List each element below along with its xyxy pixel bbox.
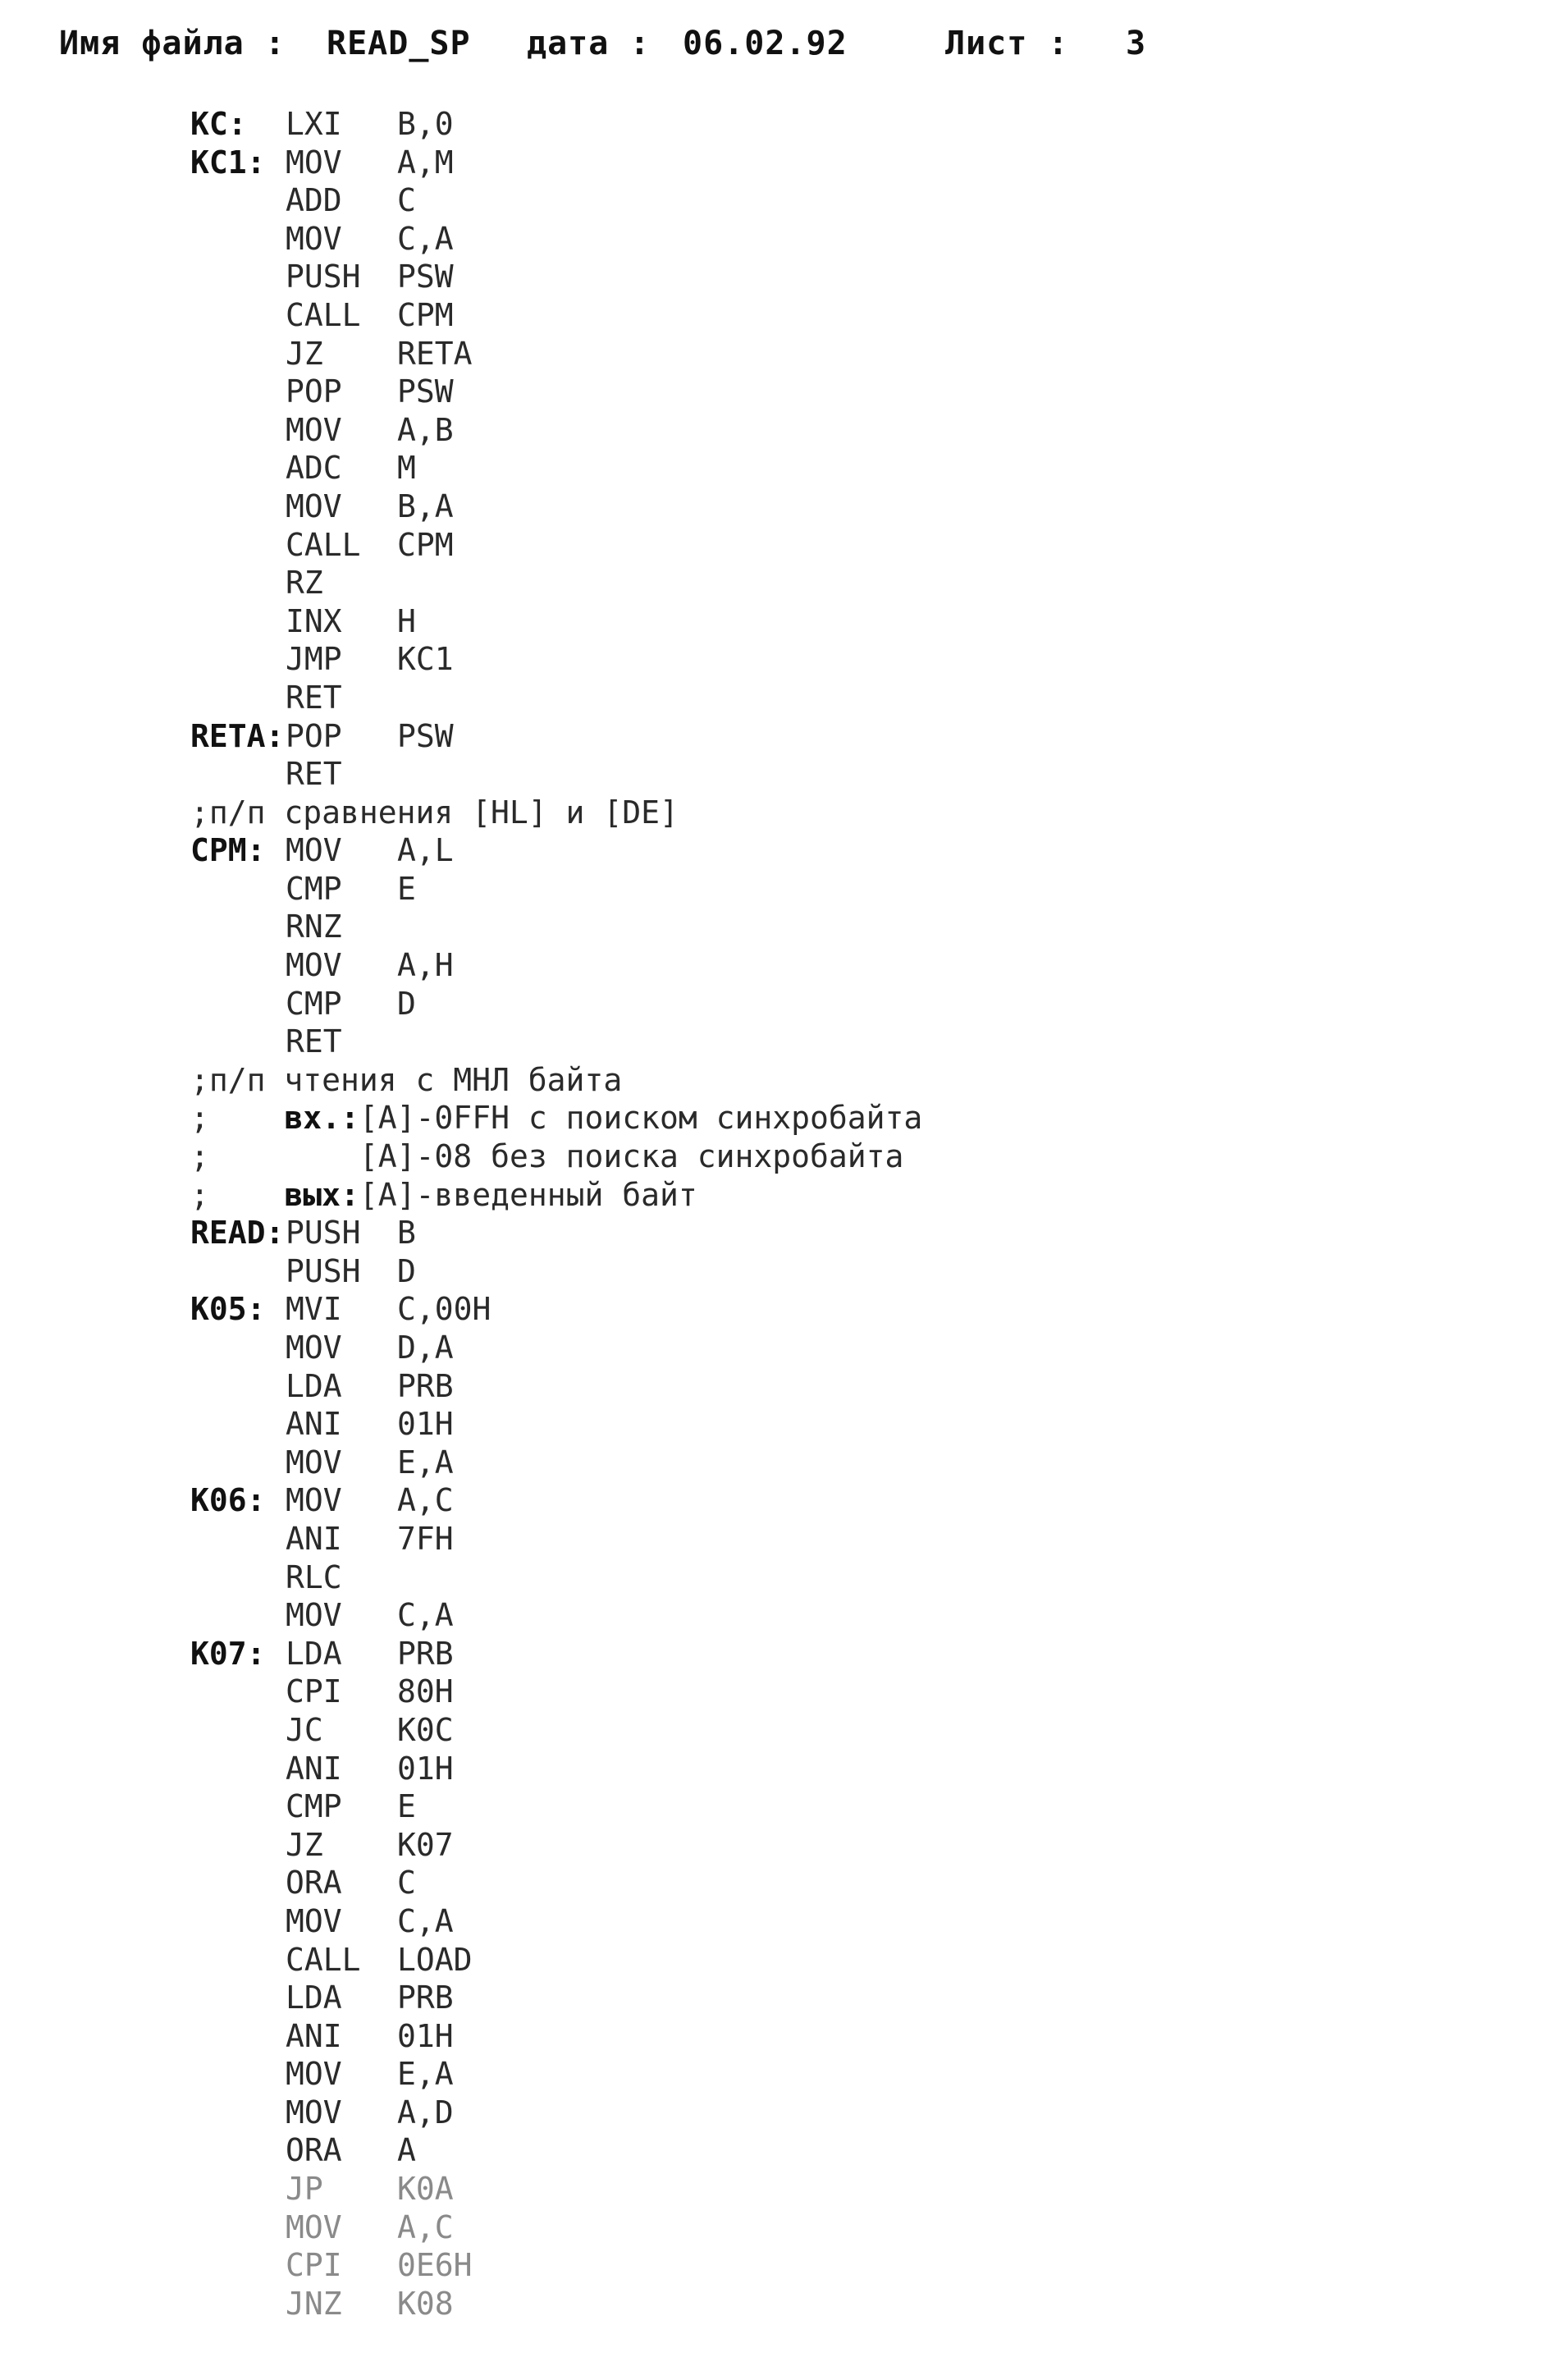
comment-text: [A]-0FFH с поиском синхробайта bbox=[359, 1100, 923, 1137]
code-operand: C,A bbox=[397, 1902, 454, 1939]
code-operand: 01H bbox=[397, 2017, 454, 2054]
comment-text: [A]-введенный байт bbox=[359, 1176, 697, 1213]
code-opcode: PUSH bbox=[286, 1215, 361, 1252]
code-line bbox=[0, 1367, 1559, 1406]
code-operand: C,A bbox=[397, 1597, 454, 1634]
code-operand: 0E6H bbox=[397, 2247, 473, 2284]
code-opcode: ORA bbox=[286, 2132, 342, 2169]
code-operand: KC1 bbox=[397, 641, 454, 678]
code-operand: RETA bbox=[397, 335, 473, 372]
comment-keyword: вх.: bbox=[284, 1100, 359, 1137]
code-label: RETA: bbox=[190, 717, 285, 754]
code-operand: C bbox=[397, 182, 416, 219]
assembly-listing bbox=[0, 105, 1559, 2354]
code-line bbox=[0, 908, 1559, 946]
code-operand: PSW bbox=[397, 717, 454, 754]
code-line bbox=[0, 449, 1559, 487]
code-operand: A,M bbox=[397, 144, 454, 181]
code-line bbox=[0, 105, 1559, 144]
code-label: KC1: bbox=[190, 144, 266, 181]
code-opcode: MOV bbox=[286, 1482, 342, 1519]
code-opcode: RET bbox=[286, 1023, 342, 1060]
document-header bbox=[59, 25, 1503, 74]
code-operand: LOAD bbox=[397, 1941, 473, 1978]
code-line bbox=[0, 258, 1559, 296]
code-opcode: RET bbox=[286, 679, 342, 716]
comment-text: [A]-08 без поиска синхробайта bbox=[284, 1138, 904, 1175]
code-line bbox=[0, 2246, 1559, 2285]
code-opcode: INX bbox=[286, 602, 342, 639]
code-line bbox=[0, 2017, 1559, 2056]
code-line bbox=[0, 985, 1559, 1023]
code-line bbox=[0, 1673, 1559, 1711]
code-opcode: ANI bbox=[286, 1750, 342, 1787]
code-line bbox=[0, 564, 1559, 602]
code-opcode: MOV bbox=[286, 832, 342, 869]
code-label: K05: bbox=[190, 1291, 266, 1328]
code-line bbox=[0, 870, 1559, 909]
code-comment: ;п/п чтения с МНЛ байта bbox=[190, 1061, 623, 1098]
code-operand: K08 bbox=[397, 2285, 454, 2322]
code-opcode: ANI bbox=[286, 1520, 342, 1557]
code-line bbox=[0, 1290, 1559, 1329]
code-line bbox=[0, 946, 1559, 985]
code-operand: E bbox=[397, 870, 416, 907]
code-line bbox=[0, 1558, 1559, 1597]
code-operand: C bbox=[397, 1865, 416, 1902]
code-operand: A,B bbox=[397, 411, 454, 448]
code-operand: M bbox=[397, 450, 416, 487]
code-line bbox=[0, 1596, 1559, 1635]
code-opcode: ANI bbox=[286, 1406, 342, 1443]
code-opcode: JZ bbox=[286, 335, 323, 372]
code-operand: PRB bbox=[397, 1367, 454, 1404]
code-operand: D,A bbox=[397, 1330, 454, 1366]
code-line bbox=[0, 1750, 1559, 1788]
code-operand: A,L bbox=[397, 832, 454, 869]
code-line bbox=[0, 411, 1559, 450]
code-line bbox=[0, 373, 1559, 411]
code-line bbox=[0, 1099, 1559, 1137]
code-operand: C,00H bbox=[397, 1291, 491, 1328]
code-operand: 7FH bbox=[397, 1520, 454, 1557]
code-operand: 01H bbox=[397, 1750, 454, 1787]
code-opcode: MOV bbox=[286, 411, 342, 448]
code-line bbox=[0, 181, 1559, 220]
code-opcode: JP bbox=[286, 2171, 323, 2208]
code-opcode: PUSH bbox=[286, 1252, 361, 1289]
code-opcode: LDA bbox=[286, 1635, 342, 1672]
code-operand: A,H bbox=[397, 947, 454, 984]
code-line bbox=[0, 2131, 1559, 2170]
code-line bbox=[0, 1252, 1559, 1291]
code-opcode: LDA bbox=[286, 1367, 342, 1404]
code-line bbox=[0, 1941, 1559, 1980]
code-line bbox=[0, 1137, 1559, 1176]
date: 06.02.92 bbox=[683, 25, 848, 62]
code-operand: K0A bbox=[397, 2171, 454, 2208]
code-operand: 01H bbox=[397, 1406, 454, 1443]
code-line bbox=[0, 1176, 1559, 1215]
code-opcode: RNZ bbox=[286, 909, 342, 945]
code-operand: B bbox=[397, 1215, 416, 1252]
code-line bbox=[0, 1329, 1559, 1367]
code-opcode: CMP bbox=[286, 870, 342, 907]
code-opcode: JNZ bbox=[286, 2285, 342, 2322]
code-line bbox=[0, 1405, 1559, 1444]
code-operand: PRB bbox=[397, 1635, 454, 1672]
filename-label: Имя файла : bbox=[59, 25, 286, 62]
code-operand: K07 bbox=[397, 1826, 454, 1863]
code-line bbox=[0, 717, 1559, 756]
code-opcode: MOV bbox=[286, 1330, 342, 1366]
code-comment bbox=[190, 1176, 1421, 1215]
code-line bbox=[0, 1635, 1559, 1673]
code-line bbox=[0, 831, 1559, 870]
code-line bbox=[0, 1061, 1559, 1100]
code-operand: A,C bbox=[397, 2208, 454, 2245]
code-line bbox=[0, 2170, 1559, 2208]
code-operand: H bbox=[397, 602, 416, 639]
sheet-label: Лист : bbox=[945, 25, 1069, 62]
code-operand: PRB bbox=[397, 1980, 454, 2016]
code-line bbox=[0, 2208, 1559, 2247]
date-label: дата : bbox=[527, 25, 651, 62]
code-line bbox=[0, 1214, 1559, 1252]
code-opcode: RZ bbox=[286, 565, 323, 602]
code-opcode: RET bbox=[286, 756, 342, 793]
code-opcode: MOV bbox=[286, 144, 342, 181]
code-opcode: ANI bbox=[286, 2017, 342, 2054]
code-line bbox=[0, 487, 1559, 526]
code-opcode: JC bbox=[286, 1711, 323, 1748]
code-opcode: CALL bbox=[286, 1941, 361, 1978]
code-line bbox=[0, 2055, 1559, 2094]
code-operand: C,A bbox=[397, 220, 454, 257]
code-opcode: MOV bbox=[286, 2056, 342, 2093]
code-line bbox=[0, 1826, 1559, 1865]
code-line bbox=[0, 602, 1559, 641]
code-opcode: RLC bbox=[286, 1558, 342, 1595]
code-opcode: POP bbox=[286, 373, 342, 410]
code-opcode: CMP bbox=[286, 985, 342, 1022]
code-opcode: MOV bbox=[286, 1444, 342, 1481]
code-opcode: CPI bbox=[286, 2247, 342, 2284]
code-line bbox=[0, 220, 1559, 259]
code-operand: K0C bbox=[397, 1711, 454, 1748]
code-operand: A,C bbox=[397, 1482, 454, 1519]
comment-prefix: ; bbox=[190, 1176, 209, 1213]
code-line bbox=[0, 794, 1559, 832]
code-opcode: POP bbox=[286, 717, 342, 754]
code-line bbox=[0, 1711, 1559, 1750]
code-line bbox=[0, 144, 1559, 182]
code-line bbox=[0, 1520, 1559, 1558]
code-opcode: CMP bbox=[286, 1788, 342, 1825]
code-opcode: MOV bbox=[286, 1597, 342, 1634]
code-comment: ;п/п сравнения [HL] и [DE] bbox=[190, 794, 679, 831]
code-operand: CPM bbox=[397, 526, 454, 563]
code-operand: D bbox=[397, 1252, 416, 1289]
code-line bbox=[0, 1979, 1559, 2017]
code-label: K06: bbox=[190, 1482, 266, 1519]
code-operand: E,A bbox=[397, 1444, 454, 1481]
code-line bbox=[0, 640, 1559, 679]
code-opcode: ADC bbox=[286, 450, 342, 487]
code-line bbox=[0, 755, 1559, 794]
comment-keyword: вых: bbox=[284, 1176, 359, 1213]
code-opcode: MOV bbox=[286, 2094, 342, 2131]
code-opcode: MOV bbox=[286, 2208, 342, 2245]
comment-prefix: ; bbox=[190, 1100, 209, 1137]
code-line bbox=[0, 1864, 1559, 1902]
code-label: KC: bbox=[190, 106, 247, 142]
code-opcode: PUSH bbox=[286, 259, 361, 295]
code-operand: 80H bbox=[397, 1673, 454, 1710]
code-opcode: MOV bbox=[286, 487, 342, 524]
code-opcode: JZ bbox=[286, 1826, 323, 1863]
comment-prefix: ; bbox=[190, 1138, 209, 1175]
code-label: READ: bbox=[190, 1215, 285, 1252]
code-line bbox=[0, 1481, 1559, 1520]
code-opcode: MOV bbox=[286, 1902, 342, 1939]
code-opcode: CPI bbox=[286, 1673, 342, 1710]
code-operand: E bbox=[397, 1788, 416, 1825]
code-label: K07: bbox=[190, 1635, 266, 1672]
code-opcode: ORA bbox=[286, 1865, 342, 1902]
code-operand: E,A bbox=[397, 2056, 454, 2093]
code-opcode: JMP bbox=[286, 641, 342, 678]
code-line bbox=[0, 296, 1559, 335]
code-operand: A,D bbox=[397, 2094, 454, 2131]
code-label: CPM: bbox=[190, 832, 266, 869]
code-line bbox=[0, 1023, 1559, 1061]
code-operand: PSW bbox=[397, 259, 454, 295]
code-opcode: CALL bbox=[286, 296, 361, 333]
code-opcode: LDA bbox=[286, 1980, 342, 2016]
code-opcode: MOV bbox=[286, 220, 342, 257]
code-line bbox=[0, 679, 1559, 717]
filename: READ_SP bbox=[327, 25, 471, 62]
code-line bbox=[0, 2285, 1559, 2323]
code-line bbox=[0, 1902, 1559, 1941]
code-operand: A bbox=[397, 2132, 416, 2169]
code-line bbox=[0, 2094, 1559, 2132]
code-line bbox=[0, 526, 1559, 565]
code-line bbox=[0, 1787, 1559, 1826]
code-comment bbox=[190, 1099, 1421, 1137]
code-opcode: CALL bbox=[286, 526, 361, 563]
code-line bbox=[0, 1444, 1559, 1482]
code-operand: CPM bbox=[397, 296, 454, 333]
code-operand: B,0 bbox=[397, 106, 454, 142]
code-opcode: LXI bbox=[286, 106, 342, 142]
code-line bbox=[0, 335, 1559, 373]
code-comment bbox=[190, 1137, 1421, 1176]
code-operand: B,A bbox=[397, 487, 454, 524]
code-operand: PSW bbox=[397, 373, 454, 410]
code-opcode: ADD bbox=[286, 182, 342, 219]
code-opcode: MOV bbox=[286, 947, 342, 984]
code-opcode: MVI bbox=[286, 1291, 342, 1328]
sheet-number: 3 bbox=[1126, 25, 1147, 62]
code-operand: D bbox=[397, 985, 416, 1022]
